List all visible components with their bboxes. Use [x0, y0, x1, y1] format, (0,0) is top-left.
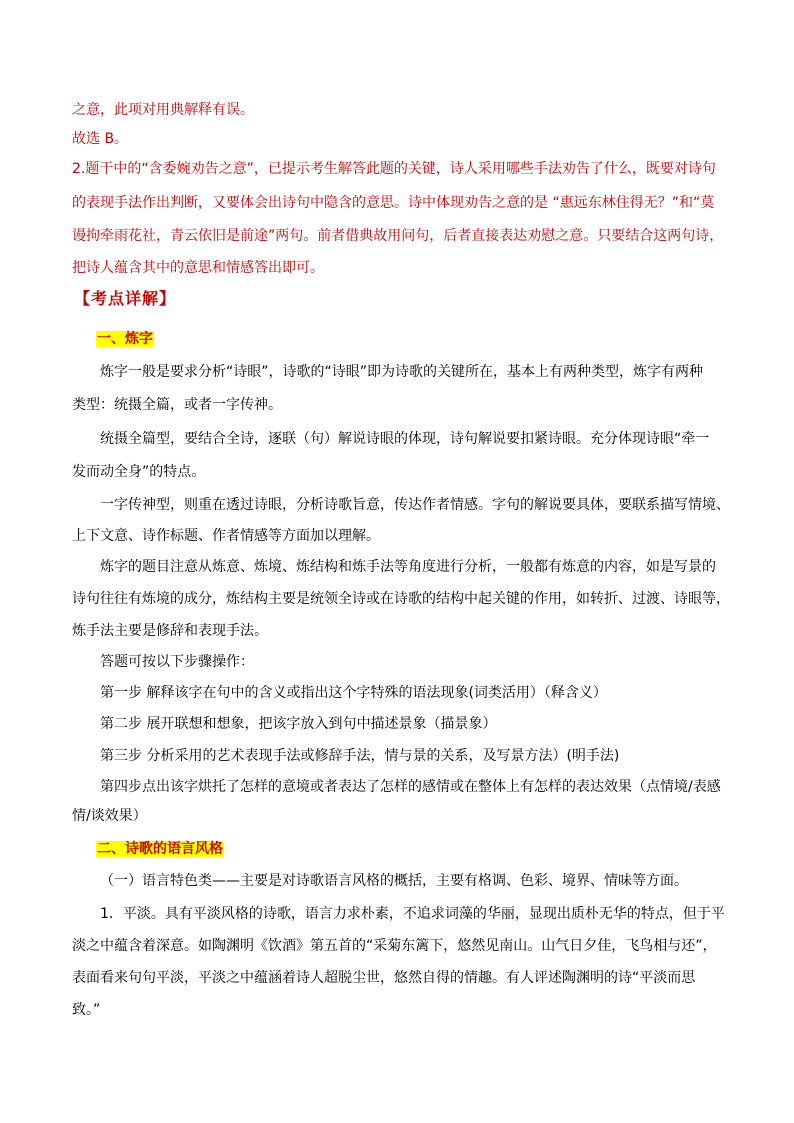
- part1-p2-line1: 统摄全篇型，要结合全诗，逐联（句）解说诗眼的体现，诗句解说要扣紧诗眼。充分体现诗眼“牵一: [100, 431, 710, 447]
- section-heading: 【考点详解】: [74, 289, 177, 308]
- part1-step3: 第三步 分析采用的艺术表现手法或修辞手法，情与景的关系，及写景方法）(明手法): [100, 748, 620, 764]
- part1-title-highlight: 一、炼字: [97, 331, 153, 347]
- part1-step4-line1: 第四步点出该字烘托了怎样的意境或者表达了怎样的感情或在整体上有怎样的表达效果（点情境/表感: [100, 779, 721, 795]
- part1-step1: 第一步 解释该字在句中的含义或指出这个字特殊的语法现象(词类活用）（释含义）: [100, 685, 607, 701]
- part1-p2-line2: 发而动全身”的特点。: [72, 464, 206, 480]
- part1-p5: 答题可按以下步骤操作：: [100, 654, 254, 670]
- answer-line-4: 的表现手法作出判断，又要体会出诗句中隐含的意思。诗中体现劝告之意的是 “惠远东林住得无？”和“莫: [72, 195, 715, 211]
- part1-p4-line1: 炼字的题目注意从炼意、炼境、炼结构和炼手法等角度进行分析，一般都有炼意的内容，如是写景的: [100, 559, 716, 575]
- part1-p4-line2: 诗句往往有炼境的成分，炼结构主要是统领全诗或在诗歌的结构中起关键的作用，如转折、过渡、诗眼等，: [72, 591, 730, 607]
- answer-line-2: 故选 B。: [72, 131, 129, 147]
- answer-line-6: 把诗人蕴含其中的意思和情感答出即可。: [72, 260, 324, 276]
- part1-p1-line2: 类型：统摄全篇，或者一字传神。: [72, 397, 282, 413]
- part1-p1-line1: 炼字一般是要求分析“诗眼”，诗歌的“诗眼”即为诗歌的关键所在，基本上有两种类型，炼字有两种: [100, 364, 704, 380]
- part1-title: [96, 329, 154, 349]
- part1-step4-line2: 情/谈效果）: [72, 808, 147, 824]
- part2-item1-line3: 表面看来句句平淡，平淡之中蕴涵着诗人超脱尘世，悠然自得的情趣。有人评述陶渊明的诗“平淡而思: [72, 970, 696, 986]
- part1-p4-line3: 炼手法主要是修辞和表现手法。: [72, 623, 268, 639]
- part2-item1-line2: 淡之中蕴含着深意。如陶渊明《饮酒》第五首的“采菊东篱下，悠然见南山。山气日夕佳，飞鸟相与还”，: [72, 938, 717, 954]
- part2-title-highlight: 二、诗歌的语言风格: [97, 841, 223, 857]
- part1-step2: 第二步 展开联想和想象，把该字放入到句中描述景象（描景象）: [100, 716, 497, 732]
- part2-title: [96, 839, 224, 859]
- answer-line-3: 2.题干中的“含委婉劝告之意”，已提示考生解答此题的关键，诗人采用哪些手法劝告了什么，既要对诗句: [72, 161, 716, 177]
- part1-p3-line2: 上下文意、诗作标题、作者情感等方面加以理解。: [72, 528, 380, 544]
- part2-item1-line4: 致。”: [72, 1002, 101, 1018]
- part1-p3-line1: 一字传神型，则重在透过诗眼，分析诗歌旨意，传达作者情感。字句的解说要具体，要联系描写情境、: [100, 497, 730, 513]
- answer-line-5: 谩拘牵雨花社，青云依旧是前途”两句。前者借典故用问句，后者直接表达劝慰之意。只要结合这两句诗，: [72, 228, 724, 244]
- answer-line-1: 之意，此项对用典解释有误。: [72, 102, 254, 118]
- part2-sub1: （一）语言特色类——主要是对诗歌语言风格的概括，主要有格调、色彩、境界、情味等方面。: [100, 873, 688, 889]
- part2-item1-line1: 1．平淡。具有平淡风格的诗歌，语言力求朴素，不追求词藻的华丽，显现出质朴无华的特点，但于平: [100, 906, 725, 922]
